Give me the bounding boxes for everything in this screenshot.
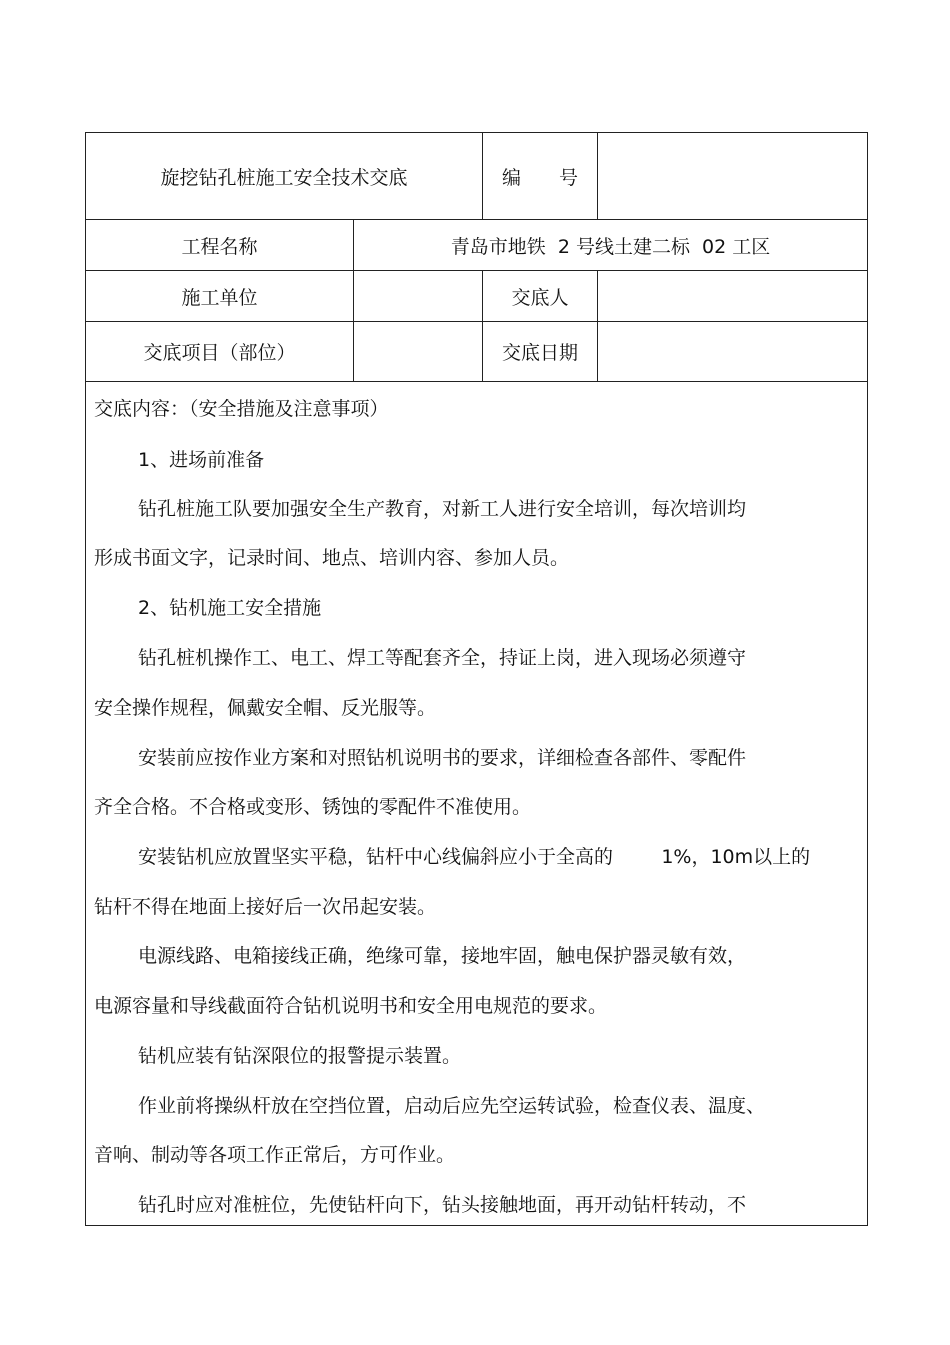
content-line: 安装前应按作业方案和对照钻机说明书的要求，详细检查各部件、零配件 (138, 747, 747, 769)
content-line: 钻孔桩机操作工、电工、焊工等配套齐全，持证上岗，进入现场必须遵守 (138, 647, 747, 669)
disclosure-form (85, 132, 868, 1226)
construction-unit-label: 施工单位 (181, 286, 258, 309)
project-name-value[interactable]: 青岛市地铁 2 号线土建二标 02 工区 (450, 235, 771, 258)
project-name-row (86, 220, 867, 271)
item-row (86, 322, 867, 382)
number-value[interactable] (598, 133, 867, 219)
construction-unit-row (86, 271, 867, 322)
content-line: 1、进场前准备 (138, 449, 265, 471)
project-name-label: 工程名称 (181, 235, 258, 258)
content-line: 钻机应装有钻深限位的报警提示装置。 (138, 1045, 462, 1067)
date-value[interactable] (598, 322, 867, 381)
content-line: 2、钻机施工安全措施 (138, 597, 322, 619)
form-title: 旋挖钻孔桩施工安全技术交底 (160, 166, 408, 189)
construction-unit-value[interactable] (354, 271, 482, 321)
title-row (86, 133, 867, 220)
item-label: 交底项目（部位） (143, 342, 296, 364)
date-label: 交底日期 (501, 342, 578, 364)
content-line: 钻孔时应对准桩位，先使钻杆向下，钻头接触地面，再开动钻杆转动，不 (138, 1194, 747, 1216)
discloser-value[interactable] (598, 271, 867, 321)
number-label: 编 号 (501, 166, 578, 189)
disclosure-content (86, 382, 867, 1225)
discloser-label: 交底人 (511, 286, 569, 309)
content-line: 钻孔桩施工队要加强安全生产教育，对新工人进行安全培训，每次培训均 (138, 498, 747, 520)
content-line: 作业前将操纵杆放在空挡位置，启动后应先空运转试验，检查仪表、温度、 (138, 1095, 766, 1117)
content-line: 电源容量和导线截面符合钻机说明书和安全用电规范的要求。 (94, 995, 608, 1017)
content-line: 形成书面文字，记录时间、地点、培训内容、参加人员。 (94, 547, 570, 569)
content-line: 安全操作规程，佩戴安全帽、反光服等。 (94, 697, 437, 719)
item-value[interactable] (354, 322, 482, 381)
content-heading: 交底内容：（安全措施及注意事项） (94, 398, 389, 420)
content-line: 电源线路、电箱接线正确，绝缘可靠，接地牢固，触电保护器灵敏有效， (138, 945, 747, 967)
content-line: 钻杆不得在地面上接好后一次吊起安装。 (94, 896, 437, 918)
content-line: 音响、制动等各项工作正常后，方可作业。 (94, 1144, 456, 1166)
content-line: 安装钻机应放置坚实平稳，钻杆中心线偏斜应小于全高的 1%，10m以上的 (138, 846, 811, 868)
content-line: 齐全合格。不合格或变形、锈蚀的零配件不准使用。 (94, 796, 532, 818)
